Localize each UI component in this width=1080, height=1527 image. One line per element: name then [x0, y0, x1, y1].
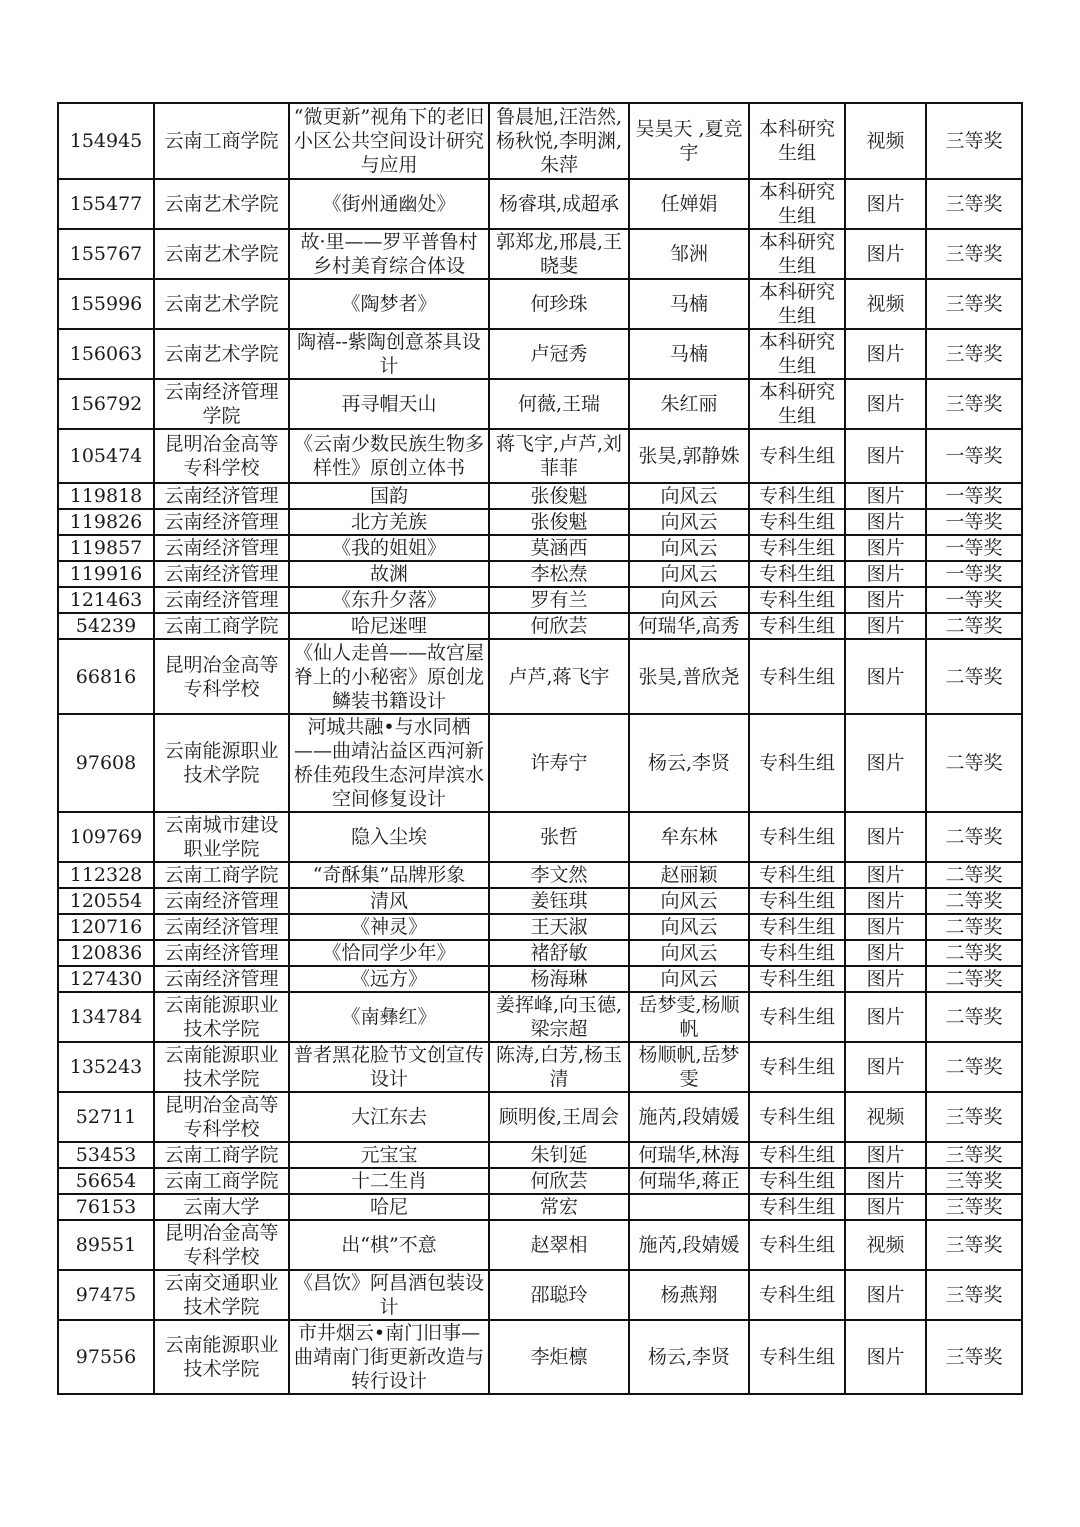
authors-cell: 许寿宁: [489, 714, 629, 812]
school-cell: 云南能源职业技术学院: [154, 1042, 289, 1092]
table-row: [58, 179, 1022, 229]
award-cell: 二等奖: [926, 714, 1022, 812]
advisor-cell: 向风云: [629, 483, 749, 509]
work-id-cell: 119818: [58, 483, 154, 509]
category-cell: 图片: [845, 587, 926, 613]
work-title-cell: 哈尼迷哩: [289, 613, 489, 639]
authors-cell: 何薇,王瑞: [489, 379, 629, 429]
work-title-cell: 《街州通幽处》: [289, 179, 489, 229]
award-cell: 三等奖: [926, 1220, 1022, 1270]
authors-cell: 褚舒敏: [489, 940, 629, 966]
category-cell: 图片: [845, 613, 926, 639]
school-cell: 云南工商学院: [154, 103, 289, 179]
table-row: [58, 1194, 1022, 1220]
work-title-cell: 《我的姐姐》: [289, 535, 489, 561]
authors-cell: 张俊魁: [489, 483, 629, 509]
work-id-cell: 120554: [58, 888, 154, 914]
award-cell: 二等奖: [926, 992, 1022, 1042]
work-title-cell: “奇酥集”品牌形象: [289, 862, 489, 888]
award-cell: 三等奖: [926, 229, 1022, 279]
group-cell: 本科研究生组: [749, 229, 845, 279]
award-cell: 三等奖: [926, 1270, 1022, 1320]
work-title-cell: 故·里——罗平普鲁村乡村美育综合体设: [289, 229, 489, 279]
authors-cell: 赵翠相: [489, 1220, 629, 1270]
advisor-cell: 向风云: [629, 535, 749, 561]
authors-cell: 张哲: [489, 812, 629, 862]
group-cell: 本科研究生组: [749, 103, 845, 179]
table-row: [58, 535, 1022, 561]
award-cell: 三等奖: [926, 329, 1022, 379]
work-title-cell: 河城共融•与水同栖——曲靖沾益区西河新桥佳苑段生态河岸滨水空间修复设计: [289, 714, 489, 812]
awards-table: [57, 102, 1023, 1395]
group-cell: 专科生组: [749, 914, 845, 940]
authors-cell: 罗有兰: [489, 587, 629, 613]
work-title-cell: 《南彝红》: [289, 992, 489, 1042]
work-title-cell: 大江东去: [289, 1092, 489, 1142]
authors-cell: 莫涵西: [489, 535, 629, 561]
group-cell: 专科生组: [749, 1042, 845, 1092]
group-cell: 专科生组: [749, 535, 845, 561]
work-title-cell: 市井烟云•南门旧事—曲靖南门街更新改造与转行设计: [289, 1320, 489, 1394]
school-cell: 云南工商学院: [154, 1168, 289, 1194]
category-cell: 图片: [845, 862, 926, 888]
advisor-cell: 邹洲: [629, 229, 749, 279]
school-cell: 云南能源职业技术学院: [154, 992, 289, 1042]
group-cell: 专科生组: [749, 509, 845, 535]
table-row: [58, 379, 1022, 429]
table-row: [58, 587, 1022, 613]
work-id-cell: 109769: [58, 812, 154, 862]
table-row: [58, 992, 1022, 1042]
school-cell: 云南能源职业技术学院: [154, 714, 289, 812]
award-cell: 二等奖: [926, 940, 1022, 966]
authors-cell: 李炬檩: [489, 1320, 629, 1394]
work-title-cell: 陶禧--紫陶创意茶具设计: [289, 329, 489, 379]
authors-cell: 王天淑: [489, 914, 629, 940]
work-title-cell: 再寻帽天山: [289, 379, 489, 429]
authors-cell: 郭郑龙,邢晨,王晓斐: [489, 229, 629, 279]
advisor-cell: 杨云,李贤: [629, 714, 749, 812]
authors-cell: 卢芦,蒋飞宇: [489, 639, 629, 714]
table-row: [58, 1270, 1022, 1320]
work-title-cell: 元宝宝: [289, 1142, 489, 1168]
school-cell: 云南工商学院: [154, 613, 289, 639]
advisor-cell: 向风云: [629, 914, 749, 940]
table-row: [58, 279, 1022, 329]
group-cell: 本科研究生组: [749, 379, 845, 429]
authors-cell: 李文然: [489, 862, 629, 888]
table-row: [58, 1220, 1022, 1270]
award-cell: 二等奖: [926, 914, 1022, 940]
work-id-cell: 156063: [58, 329, 154, 379]
school-cell: 云南艺术学院: [154, 179, 289, 229]
work-id-cell: 155477: [58, 179, 154, 229]
work-id-cell: 155767: [58, 229, 154, 279]
category-cell: 图片: [845, 329, 926, 379]
work-id-cell: 53453: [58, 1142, 154, 1168]
school-cell: 昆明冶金高等专科学校: [154, 429, 289, 483]
work-id-cell: 112328: [58, 862, 154, 888]
group-cell: 专科生组: [749, 1320, 845, 1394]
category-cell: 图片: [845, 509, 926, 535]
work-id-cell: 97608: [58, 714, 154, 812]
school-cell: 云南艺术学院: [154, 329, 289, 379]
group-cell: 专科生组: [749, 1168, 845, 1194]
table-row: [58, 914, 1022, 940]
category-cell: 图片: [845, 1042, 926, 1092]
group-cell: 专科生组: [749, 1142, 845, 1168]
award-cell: 三等奖: [926, 279, 1022, 329]
table-row: [58, 714, 1022, 812]
authors-cell: 姜挥峰,向玉德,梁宗超: [489, 992, 629, 1042]
award-cell: 一等奖: [926, 587, 1022, 613]
award-cell: 二等奖: [926, 966, 1022, 992]
work-id-cell: 52711: [58, 1092, 154, 1142]
advisor-cell: 牟东林: [629, 812, 749, 862]
group-cell: 专科生组: [749, 940, 845, 966]
work-title-cell: “微更新”视角下的老旧小区公共空间设计研究与应用: [289, 103, 489, 179]
category-cell: 图片: [845, 966, 926, 992]
category-cell: 图片: [845, 940, 926, 966]
advisor-cell: 赵丽颖: [629, 862, 749, 888]
school-cell: 云南大学: [154, 1194, 289, 1220]
category-cell: 图片: [845, 1320, 926, 1394]
group-cell: 专科生组: [749, 587, 845, 613]
advisor-cell: 马楠: [629, 329, 749, 379]
award-cell: 一等奖: [926, 483, 1022, 509]
award-cell: 三等奖: [926, 1142, 1022, 1168]
advisor-cell: 何瑞华,高秀: [629, 613, 749, 639]
group-cell: 专科生组: [749, 1194, 845, 1220]
authors-cell: 何欣芸: [489, 1168, 629, 1194]
table-row: [58, 812, 1022, 862]
authors-cell: 何欣芸: [489, 613, 629, 639]
award-cell: 三等奖: [926, 1092, 1022, 1142]
advisor-cell: 任婵娟: [629, 179, 749, 229]
advisor-cell: 施芮,段婧媛: [629, 1092, 749, 1142]
table-row: [58, 229, 1022, 279]
work-id-cell: 120716: [58, 914, 154, 940]
work-title-cell: 《远方》: [289, 966, 489, 992]
work-title-cell: 国韵: [289, 483, 489, 509]
work-title-cell: 《神灵》: [289, 914, 489, 940]
authors-cell: 张俊魁: [489, 509, 629, 535]
work-id-cell: 119916: [58, 561, 154, 587]
authors-cell: 顾明俊,王周会: [489, 1092, 629, 1142]
group-cell: 专科生组: [749, 613, 845, 639]
school-cell: 云南经济管理: [154, 888, 289, 914]
table-row: [58, 1168, 1022, 1194]
award-cell: 三等奖: [926, 1168, 1022, 1194]
table-row: [58, 483, 1022, 509]
table-row: [58, 103, 1022, 179]
authors-cell: 常宏: [489, 1194, 629, 1220]
category-cell: 视频: [845, 1220, 926, 1270]
table-row: [58, 329, 1022, 379]
award-cell: 二等奖: [926, 888, 1022, 914]
work-title-cell: 出“棋”不意: [289, 1220, 489, 1270]
group-cell: 专科生组: [749, 561, 845, 587]
category-cell: 图片: [845, 639, 926, 714]
work-id-cell: 56654: [58, 1168, 154, 1194]
work-id-cell: 76153: [58, 1194, 154, 1220]
awards-table-body: [58, 103, 1022, 1394]
advisor-cell: 朱红丽: [629, 379, 749, 429]
school-cell: 云南经济管理: [154, 509, 289, 535]
school-cell: 云南能源职业技术学院: [154, 1320, 289, 1394]
work-id-cell: 119826: [58, 509, 154, 535]
category-cell: 图片: [845, 1142, 926, 1168]
category-cell: 视频: [845, 1092, 926, 1142]
work-title-cell: 十二生肖: [289, 1168, 489, 1194]
category-cell: 图片: [845, 229, 926, 279]
school-cell: 昆明冶金高等专科学校: [154, 639, 289, 714]
award-cell: 三等奖: [926, 179, 1022, 229]
advisor-cell: 施芮,段婧媛: [629, 1220, 749, 1270]
work-title-cell: 《昌饮》阿昌酒包装设计: [289, 1270, 489, 1320]
group-cell: 专科生组: [749, 862, 845, 888]
school-cell: 云南艺术学院: [154, 229, 289, 279]
school-cell: 昆明冶金高等专科学校: [154, 1092, 289, 1142]
award-cell: 三等奖: [926, 379, 1022, 429]
advisor-cell: 向风云: [629, 509, 749, 535]
category-cell: 图片: [845, 1168, 926, 1194]
work-id-cell: 134784: [58, 992, 154, 1042]
advisor-cell: 杨燕翔: [629, 1270, 749, 1320]
category-cell: 图片: [845, 992, 926, 1042]
authors-cell: 杨海琳: [489, 966, 629, 992]
school-cell: 云南经济管理: [154, 561, 289, 587]
school-cell: 云南经济管理: [154, 587, 289, 613]
award-cell: 一等奖: [926, 429, 1022, 483]
advisor-cell: 张昊,普欣尧: [629, 639, 749, 714]
table-row: [58, 1142, 1022, 1168]
table-row: [58, 862, 1022, 888]
school-cell: 云南城市建设职业学院: [154, 812, 289, 862]
work-title-cell: 《东升夕落》: [289, 587, 489, 613]
group-cell: 专科生组: [749, 966, 845, 992]
group-cell: 专科生组: [749, 812, 845, 862]
category-cell: 图片: [845, 179, 926, 229]
work-title-cell: 普者黑花脸节文创宣传设计: [289, 1042, 489, 1092]
advisor-cell: 马楠: [629, 279, 749, 329]
authors-cell: 陈涛,白芳,杨玉清: [489, 1042, 629, 1092]
category-cell: 图片: [845, 888, 926, 914]
work-title-cell: 哈尼: [289, 1194, 489, 1220]
work-title-cell: 《陶梦者》: [289, 279, 489, 329]
table-row: [58, 940, 1022, 966]
work-title-cell: 《云南少数民族生物多样性》原创立体书: [289, 429, 489, 483]
award-cell: 一等奖: [926, 535, 1022, 561]
school-cell: 云南经济管理: [154, 535, 289, 561]
advisor-cell: 向风云: [629, 966, 749, 992]
advisor-cell: 杨顺帆,岳梦雯: [629, 1042, 749, 1092]
school-cell: 云南交通职业技术学院: [154, 1270, 289, 1320]
award-cell: 二等奖: [926, 812, 1022, 862]
group-cell: 专科生组: [749, 714, 845, 812]
group-cell: 专科生组: [749, 429, 845, 483]
group-cell: 专科生组: [749, 483, 845, 509]
table-row: [58, 1042, 1022, 1092]
authors-cell: 李松焘: [489, 561, 629, 587]
award-cell: 三等奖: [926, 1320, 1022, 1394]
work-id-cell: 156792: [58, 379, 154, 429]
advisor-cell: 向风云: [629, 888, 749, 914]
category-cell: 图片: [845, 483, 926, 509]
work-id-cell: 54239: [58, 613, 154, 639]
award-cell: 三等奖: [926, 1194, 1022, 1220]
group-cell: 专科生组: [749, 992, 845, 1042]
authors-cell: 鲁晨旭,汪浩然,杨秋悦,李明渊,朱萍: [489, 103, 629, 179]
group-cell: 专科生组: [749, 1220, 845, 1270]
work-id-cell: 120836: [58, 940, 154, 966]
advisor-cell: 向风云: [629, 561, 749, 587]
group-cell: 本科研究生组: [749, 329, 845, 379]
advisor-cell: 何瑞华,林海: [629, 1142, 749, 1168]
authors-cell: 何珍珠: [489, 279, 629, 329]
work-id-cell: 105474: [58, 429, 154, 483]
group-cell: 本科研究生组: [749, 279, 845, 329]
school-cell: 云南艺术学院: [154, 279, 289, 329]
work-id-cell: 66816: [58, 639, 154, 714]
work-title-cell: 隐入尘埃: [289, 812, 489, 862]
advisor-cell: 杨云,李贤: [629, 1320, 749, 1394]
award-cell: 二等奖: [926, 862, 1022, 888]
category-cell: 图片: [845, 1270, 926, 1320]
school-cell: 云南经济管理: [154, 914, 289, 940]
work-id-cell: 154945: [58, 103, 154, 179]
table-row: [58, 613, 1022, 639]
advisor-cell: 向风云: [629, 940, 749, 966]
award-cell: 二等奖: [926, 613, 1022, 639]
authors-cell: 邵聪玲: [489, 1270, 629, 1320]
work-id-cell: 127430: [58, 966, 154, 992]
category-cell: 图片: [845, 714, 926, 812]
work-id-cell: 155996: [58, 279, 154, 329]
advisor-cell: 吴昊天 ,夏竞宇: [629, 103, 749, 179]
work-id-cell: 89551: [58, 1220, 154, 1270]
category-cell: 视频: [845, 103, 926, 179]
table-row: [58, 509, 1022, 535]
school-cell: 云南经济管理: [154, 940, 289, 966]
advisor-cell: [629, 1194, 749, 1220]
category-cell: 图片: [845, 379, 926, 429]
authors-cell: 卢冠秀: [489, 329, 629, 379]
work-id-cell: 119857: [58, 535, 154, 561]
work-id-cell: 97475: [58, 1270, 154, 1320]
work-title-cell: 清风: [289, 888, 489, 914]
advisor-cell: 张昊,郭静姝: [629, 429, 749, 483]
group-cell: 专科生组: [749, 1092, 845, 1142]
award-cell: 三等奖: [926, 103, 1022, 179]
group-cell: 专科生组: [749, 888, 845, 914]
table-row: [58, 1092, 1022, 1142]
award-cell: 二等奖: [926, 639, 1022, 714]
table-row: [58, 561, 1022, 587]
award-cell: 一等奖: [926, 561, 1022, 587]
table-row: [58, 429, 1022, 483]
work-title-cell: 北方羌族: [289, 509, 489, 535]
authors-cell: 杨睿琪,成超承: [489, 179, 629, 229]
group-cell: 专科生组: [749, 639, 845, 714]
school-cell: 云南工商学院: [154, 1142, 289, 1168]
group-cell: 本科研究生组: [749, 179, 845, 229]
school-cell: 云南经济管理: [154, 966, 289, 992]
category-cell: 图片: [845, 429, 926, 483]
category-cell: 图片: [845, 561, 926, 587]
work-id-cell: 135243: [58, 1042, 154, 1092]
category-cell: 图片: [845, 812, 926, 862]
authors-cell: 蒋飞宇,卢芦,刘菲菲: [489, 429, 629, 483]
award-cell: 二等奖: [926, 1042, 1022, 1092]
work-id-cell: 97556: [58, 1320, 154, 1394]
category-cell: 图片: [845, 1194, 926, 1220]
advisor-cell: 岳梦雯,杨顺帆: [629, 992, 749, 1042]
authors-cell: 姜钰琪: [489, 888, 629, 914]
award-cell: 一等奖: [926, 509, 1022, 535]
work-id-cell: 121463: [58, 587, 154, 613]
school-cell: 云南工商学院: [154, 862, 289, 888]
table-row: [58, 966, 1022, 992]
table-row: [58, 1320, 1022, 1394]
school-cell: 云南经济管理学院: [154, 379, 289, 429]
advisor-cell: 向风云: [629, 587, 749, 613]
category-cell: 图片: [845, 535, 926, 561]
work-title-cell: 《仙人走兽——故宫屋脊上的小秘密》原创龙鳞装书籍设计: [289, 639, 489, 714]
work-title-cell: 《恰同学少年》: [289, 940, 489, 966]
table-row: [58, 888, 1022, 914]
table-row: [58, 639, 1022, 714]
advisor-cell: 何瑞华,蒋正: [629, 1168, 749, 1194]
school-cell: 昆明冶金高等专科学校: [154, 1220, 289, 1270]
school-cell: 云南经济管理: [154, 483, 289, 509]
group-cell: 专科生组: [749, 1270, 845, 1320]
category-cell: 视频: [845, 279, 926, 329]
work-title-cell: 故渊: [289, 561, 489, 587]
authors-cell: 朱钊延: [489, 1142, 629, 1168]
category-cell: 图片: [845, 914, 926, 940]
